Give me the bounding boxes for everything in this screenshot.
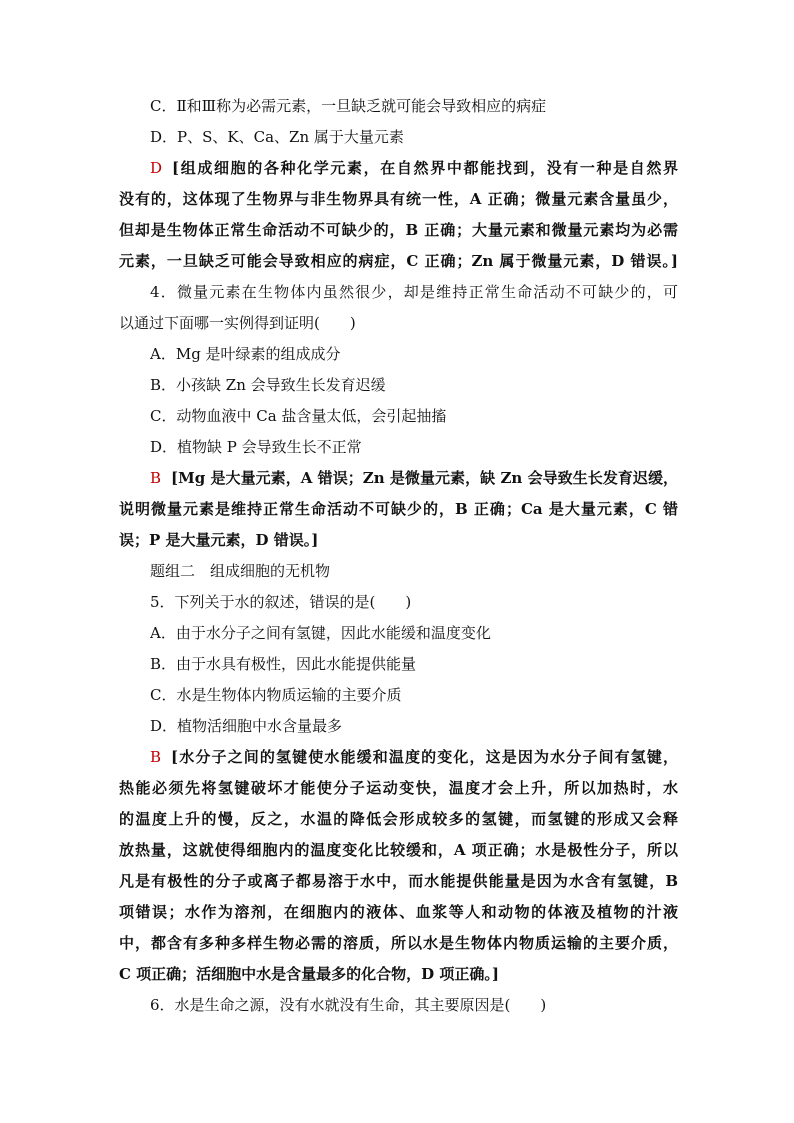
q3-explanation-line: 没有的，这体现了生物界与非生物界具有统一性，A 正确；微量元素含量虽少， (119, 190, 678, 208)
q5-explanation-line: 项错误；水作为溶剂，在细胞内的液体、血浆等人和动物的体液及植物的汁液 (119, 903, 678, 921)
q5-option-d: D．植物活细胞中水含量最多 (150, 717, 343, 735)
q4-option-b: B．小孩缺 Zn 会导致生长发育迟缓 (150, 376, 386, 394)
q4-explanation-line: [Mg 是大量元素，A 错误；Zn 是微量元素，缺 Zn 会导致生长发育迟缓， (171, 469, 678, 487)
q3-option-d: D．P、S、K、Ca、Zn 属于大量元素 (150, 128, 404, 146)
q5-explanation-line: 凡是有极性的分子或离子都易溶于水中，而水能提供能量是因为水含有氢键，B (119, 872, 678, 890)
q4-stem: 以通过下面哪一实例得到证明( ) (119, 314, 356, 332)
q5-explanation-line: 放热量，这就使得细胞内的温度变化比较缓和，A 项正确；水是极性分子，所以 (119, 841, 678, 859)
q5-answer-letter: B (150, 748, 162, 766)
q3-answer-line (150, 158, 678, 178)
q5-explanation-line: 中，都含有多种多样生物必需的溶质，所以水是生物体内物质运输的主要介质， (119, 934, 678, 952)
q4-explanation-line: 说明微量元素是维持正常生命活动不可缺少的，B 正确；Ca 是大量元素，C 错 (119, 500, 678, 518)
q4-option-c: C．动物血液中 Ca 盐含量太低，会引起抽搐 (150, 407, 447, 425)
q5-explanation-line: [水分子之间的氢键使水能缓和温度的变化，这是因为水分子间有氢键， (171, 748, 678, 766)
q4-answer-letter: B (150, 469, 162, 487)
q4-stem: 4．微量元素在生物体内虽然很少，却是维持正常生命活动不可缺少的，可 (150, 283, 678, 301)
q4-explanation-line: 误；P 是大量元素，D 错误。] (119, 531, 319, 549)
q5-explanation-line: C 项正确；活细胞中水是含量最多的化合物，D 项正确。] (119, 965, 499, 983)
q4-option-d: D．植物缺 P 会导致生长不正常 (150, 438, 362, 456)
q5-explanation-line: 的温度上升的慢，反之，水温的降低会形成较多的氢键，而氢键的形成又会释 (119, 810, 678, 828)
q5-option-c: C．水是生物体内物质运输的主要介质 (150, 686, 402, 704)
q3-explanation-line: [组成细胞的各种化学元素，在自然界中都能找到，没有一种是自然界 (172, 159, 678, 177)
q3-option-c: C．Ⅱ和Ⅲ称为必需元素，一旦缺乏就可能会导致相应的病症 (150, 97, 547, 115)
q6-stem: 6．水是生命之源，没有水就没有生命，其主要原因是( ) (150, 996, 547, 1014)
q5-option-b: B．由于水具有极性，因此水能提供能量 (150, 655, 417, 673)
q3-explanation-line: 元素，一旦缺乏可能会导致相应的病症，C 正确；Zn 属于微量元素，D 错误。] (119, 252, 678, 270)
q5-stem: 5．下列关于水的叙述，错误的是( ) (150, 593, 412, 611)
q3-answer-letter: D (150, 159, 163, 177)
q5-explanation-line: 热能必须先将氢键破坏才能使分子运动变快，温度才会上升，所以加热时，水 (119, 779, 678, 797)
q3-explanation-line: 但却是生物体正常生命活动不可缺少的，B 正确；大量元素和微量元素均为必需 (119, 221, 678, 239)
q5-option-a: A．由于水分子之间有氢键，因此水能缓和温度变化 (150, 624, 491, 642)
q4-answer-line (150, 468, 678, 488)
q4-option-a: A．Mg 是叶绿素的组成成分 (150, 345, 341, 363)
section-title: 题组二 组成细胞的无机物 (150, 562, 331, 580)
q5-answer-line (150, 747, 678, 767)
